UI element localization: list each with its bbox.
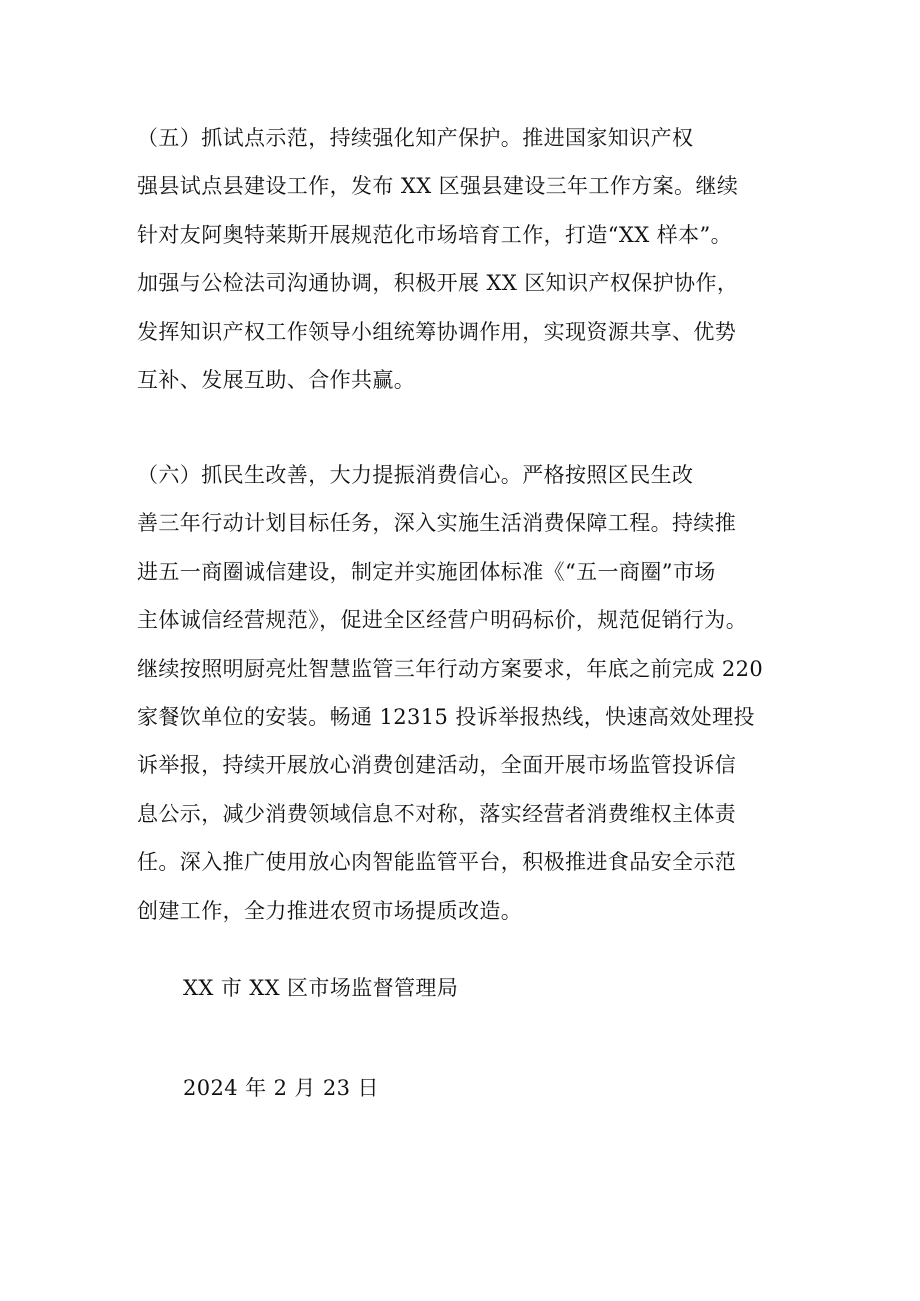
paragraph-line: 进五一商圈诚信建设，制定并实施团体标准《“五一商圈”市场	[137, 559, 716, 584]
paragraph-line: 任。深入推广使用放心肉智能监管平台，积极推进食品安全示范	[137, 850, 737, 875]
paragraph-line: 家餐饮单位的安装。畅通 12315 投诉举报热线，快速高效处理投	[137, 705, 755, 730]
paragraph-line: 针对友阿奥特莱斯开展规范化市场培育工作，打造“XX 样本”。	[137, 222, 733, 247]
paragraph-line: 诉举报，持续开展放心消费创建活动，全面开展市场监管投诉信	[137, 753, 737, 778]
paragraph-line: 加强与公检法司沟通协调，积极开展 XX 区知识产权保护协作，	[137, 271, 739, 296]
paragraph-six	[137, 451, 797, 935]
signature-organization: XX 市 XX 区市场监督管理局	[183, 976, 459, 1000]
paragraph-line: 善三年行动计划目标任务，深入实施生活消费保障工程。持续推	[137, 511, 737, 536]
paragraph-line: （六）抓民生改善，大力提振消费信心。严格按照区民生改	[137, 463, 694, 487]
paragraph-line: （五）抓试点示范，持续强化知产保护。推进国家知识产权	[137, 126, 694, 150]
paragraph-five	[137, 114, 797, 404]
paragraph-line: 继续按照明厨亮灶智慧监管三年行动方案要求，年底之前完成 220	[137, 656, 764, 681]
paragraph-line: 互补、发展互助、合作共赢。	[137, 368, 416, 393]
paragraph-line: 强县试点县建设工作，发布 XX 区强县建设三年工作方案。继续	[137, 174, 739, 199]
signature-date: 2024 年 2 月 23 日	[183, 1076, 379, 1100]
paragraph-line: 息公示，减少消费领域信息不对称，落实经营者消费维权主体责	[137, 801, 737, 826]
paragraph-line: 发挥知识产权工作领导小组统筹协调作用，实现资源共享、优势	[137, 319, 737, 344]
paragraph-line: 创建工作，全力推进农贸市场提质改造。	[137, 898, 523, 923]
paragraph-line: 主体诚信经营规范》，促进全区经营户明码标价，规范促销行为。	[137, 608, 748, 633]
